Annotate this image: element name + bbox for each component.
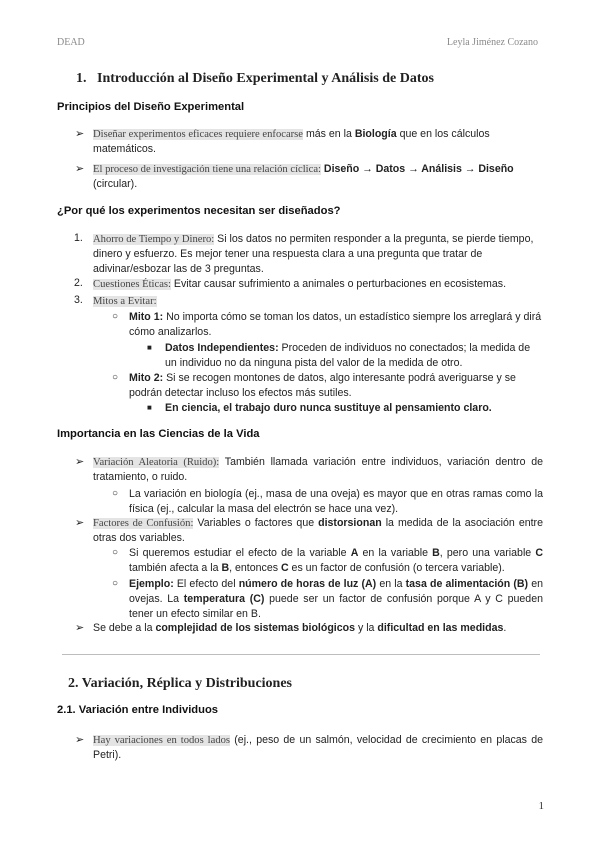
header-right: Leyla Jiménez Cozano	[446, 37, 538, 48]
why-heading: ¿Por qué los experimentos necesitan ser diseñados?	[57, 205, 341, 217]
arrow-bullet-icon: ➢	[75, 734, 85, 746]
list-number: 3.	[74, 294, 83, 306]
list-number: 1.	[74, 232, 83, 244]
section1-title: 1. Introducción al Diseño Experimental y Análisis de Datos	[76, 71, 434, 86]
circle-bullet-icon: ○	[112, 488, 119, 499]
header-left: DEAD	[57, 37, 85, 48]
circle-bullet-icon: ○	[112, 311, 119, 322]
circle-bullet-icon: ○	[112, 578, 119, 589]
circle-bullet-icon: ○	[112, 372, 119, 383]
principles-bullet-1: Diseñar experimentos eficaces requiere enfocarse más en la Biología que en los cálculos matemáticos.	[93, 128, 490, 155]
why-item-3: Mitos a Evitar:	[93, 296, 157, 307]
square-bullet-icon: ■	[147, 343, 152, 352]
importance-heading: Importancia en las Ciencias de la Vida	[57, 428, 260, 440]
importance-bullet-3: Se debe a la complejidad de los sistemas biológicos y la dificultad en las medidas.	[93, 622, 507, 634]
myth-2-sub: En ciencia, el trabajo duro nunca sustituye al pensamiento claro.	[165, 402, 492, 414]
section2-subheading: 2.1. Variación entre Individuos	[57, 704, 219, 716]
list-number: 2.	[74, 277, 83, 289]
confounder-example: Ejemplo: El efecto del número de horas de luz (A) en la tasa de alimentación (B) en ovejas. La temperatura (C) puede ser un factor de confusión porque A y C pueden tener un efecto similar en B.	[129, 578, 543, 620]
square-bullet-icon: ■	[147, 403, 152, 412]
principles-heading: Principios del Diseño Experimental	[57, 101, 245, 113]
myth-2: Mito 2: Si se recogen montones de datos, algo interesante podrá averiguarse y se podrán detectar incluso los efectos más sutiles.	[129, 372, 516, 399]
confounder-definition: Si queremos estudiar el efecto de la variable A en la variable B, pero una variable C también afecta a la B, entonces C es un factor de confusión (o tercera variable).	[129, 547, 544, 574]
section2-title: 2. Variación, Réplica y Distribuciones	[68, 676, 293, 691]
importance-bullet-1: Variación Aleatoria (Ruido): También llamada variación entre individuos, variación dentro de tratamiento, o ruido.	[93, 456, 543, 483]
page-number: 1	[538, 800, 544, 812]
arrow-bullet-icon: ➢	[75, 517, 85, 529]
principles-bullet-2: El proceso de investigación tiene una relación cíclica: Diseño → Datos → Análisis → Diseño (circular).	[93, 163, 514, 190]
myth-1: Mito 1: No importa cómo se toman los datos, un estadístico siempre los arreglará y dirá cómo analizarlos.	[129, 311, 542, 338]
arrow-bullet-icon: ➢	[75, 622, 85, 634]
arrow-bullet-icon: ➢	[75, 163, 85, 175]
arrow-bullet-icon: ➢	[75, 456, 85, 468]
why-item-2: Cuestiones Éticas: Evitar causar sufrimiento a animales o perturbaciones en ecosistemas.	[93, 278, 507, 290]
arrow-bullet-icon: ➢	[75, 128, 85, 140]
myth-1-sub: Datos Independientes: Proceden de individuos no conectados; la medida de un individuo no da ninguna pista del valor de la medida de otro.	[165, 342, 531, 369]
importance-bullet-2: Factores de Confusión: Variables o factores que distorsionan la medida de la asociación entre otras dos variables.	[93, 517, 543, 544]
importance-bullet-1-sub: La variación en biología (ej., masa de una oveja) es mayor que en otras ramas como la física (ej., calcular la masa del electrón se hace una vez).	[129, 488, 543, 515]
circle-bullet-icon: ○	[112, 547, 119, 558]
section2-bullet-1: Hay variaciones en todos lados (ej., peso de un salmón, velocidad de crecimiento en placas de Petri).	[93, 734, 543, 761]
why-item-1: Ahorro de Tiempo y Dinero: Si los datos no permiten responder a la pregunta, se pierde tiempo, dinero y esfuerzo. Es mejor tener una respuesta clara a una pregunta que tratar de adivinar/esbozar las de 3 preguntas.	[93, 233, 534, 275]
section-divider	[62, 654, 540, 655]
